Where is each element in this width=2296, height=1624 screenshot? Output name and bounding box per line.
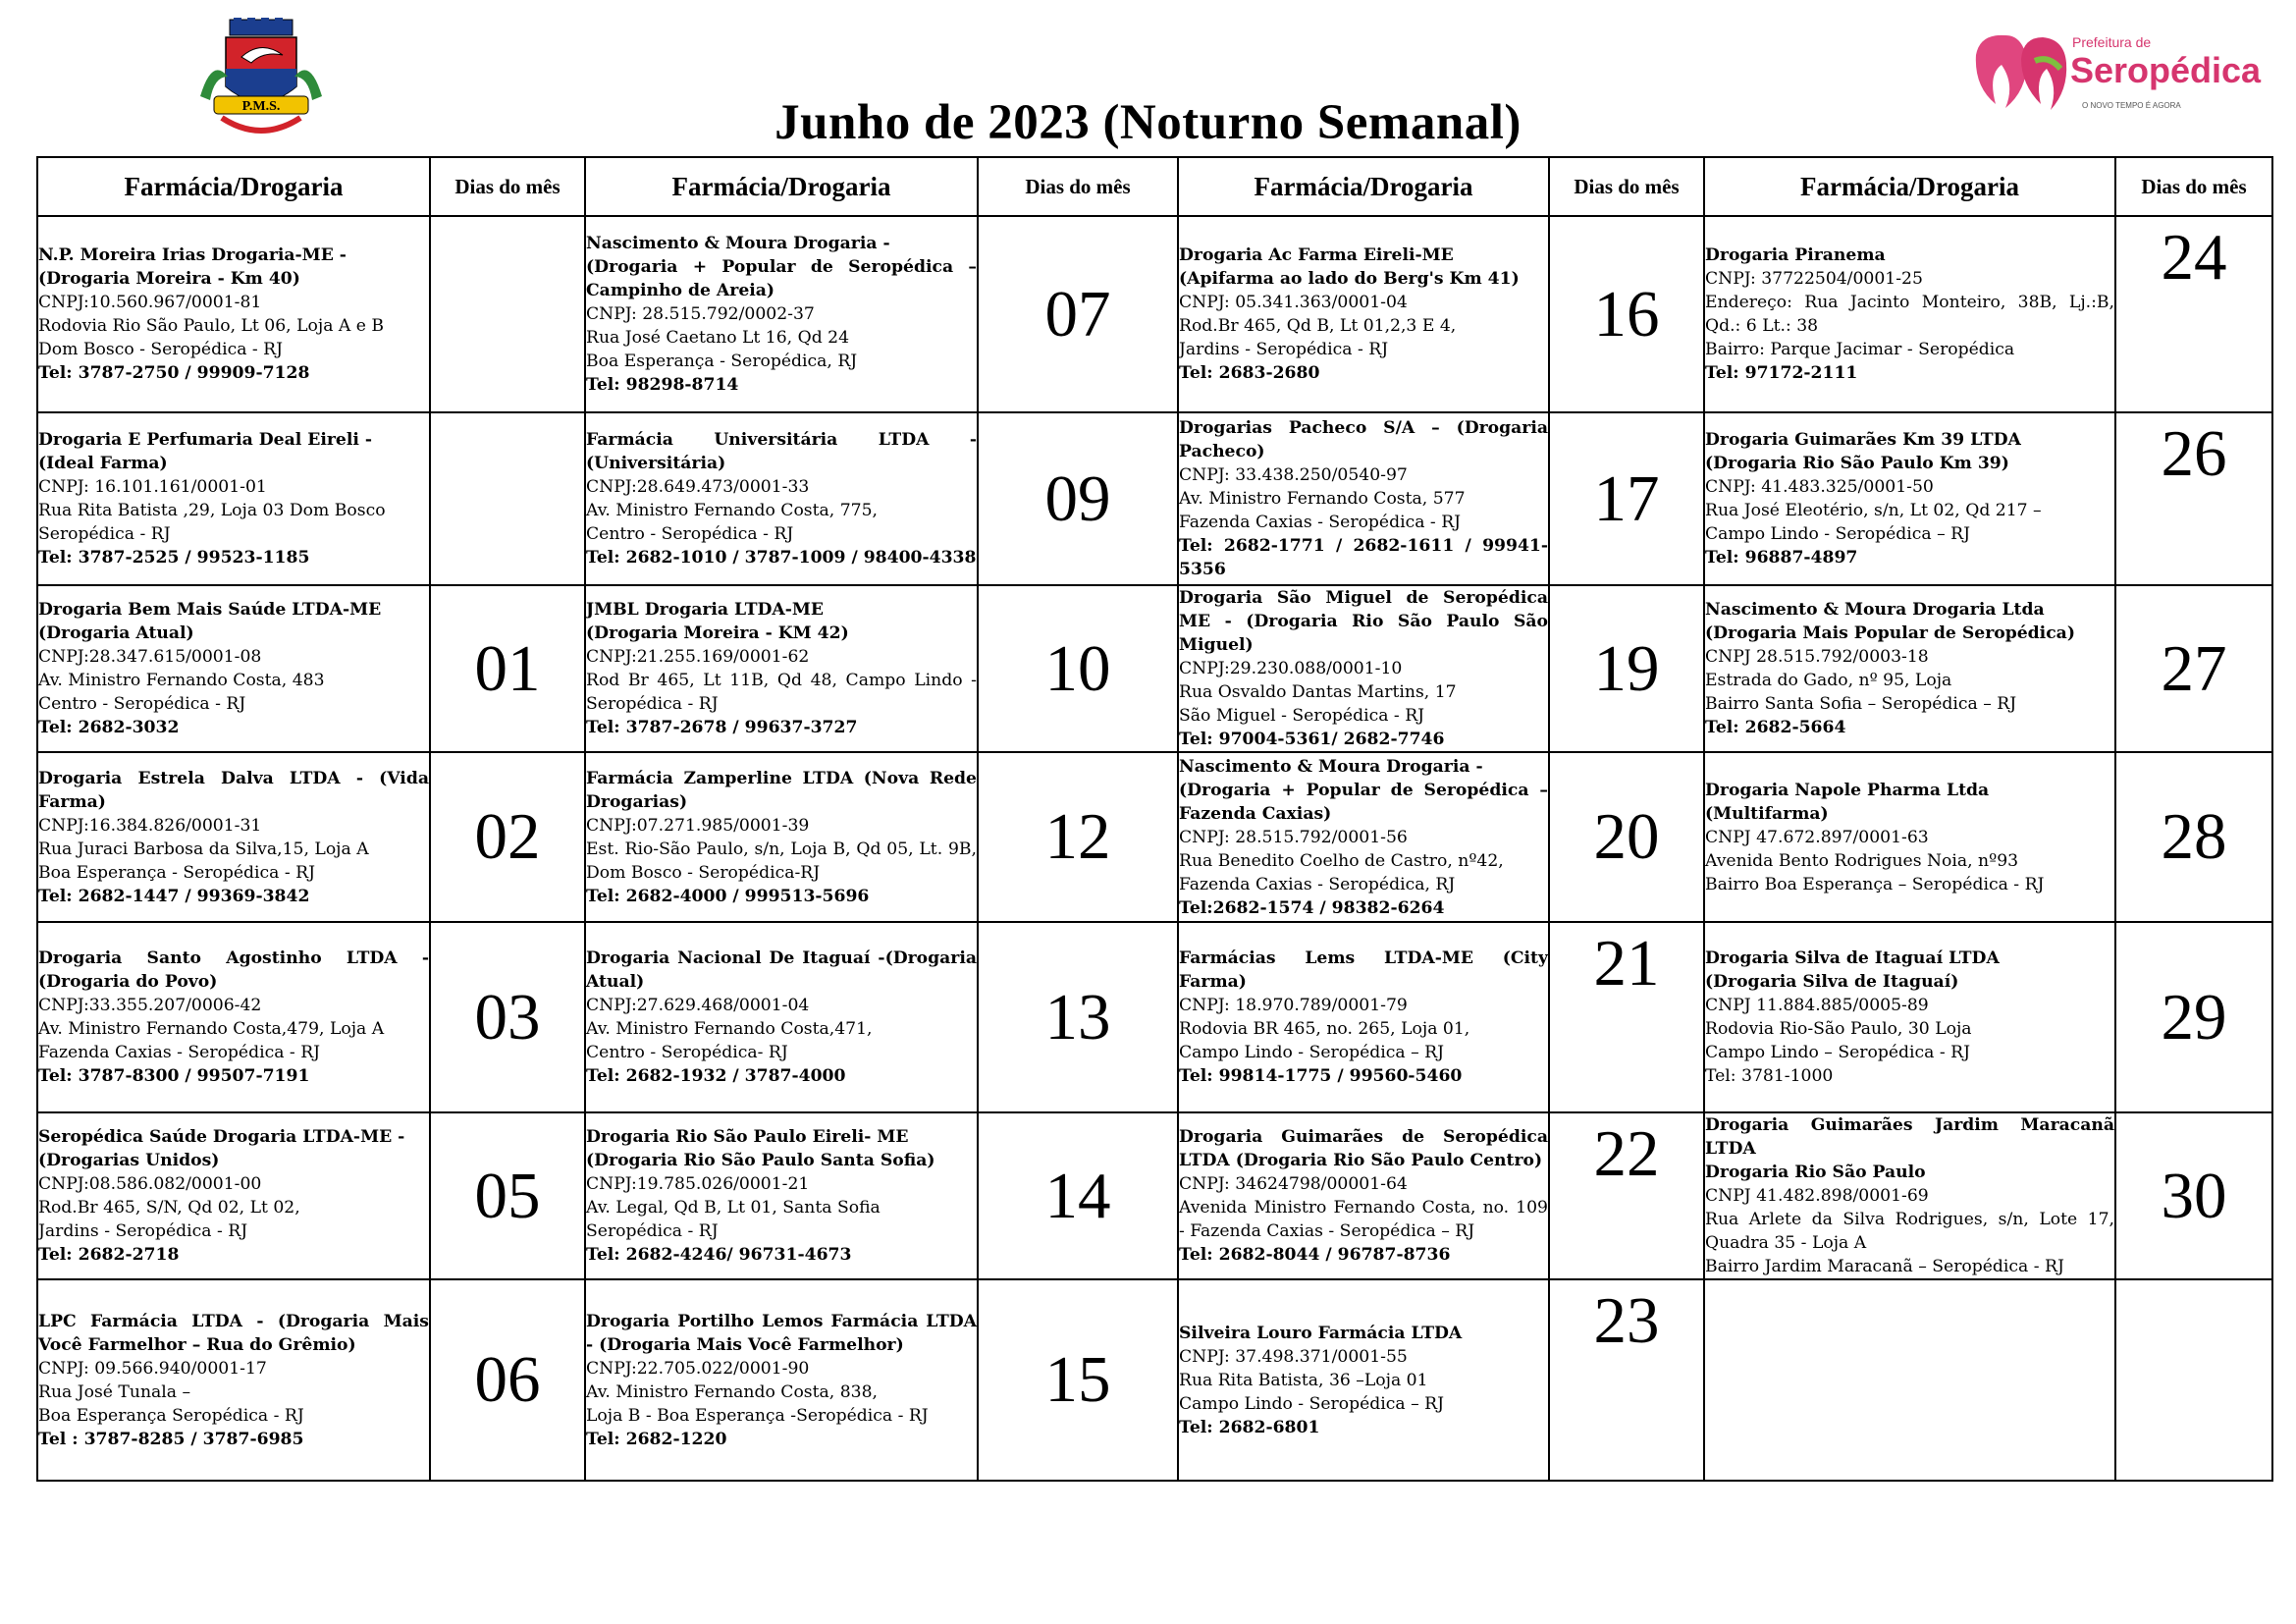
pharmacy-line: Av. Ministro Fernando Costa,471, bbox=[586, 1019, 873, 1039]
day-of-month-cell: 10 bbox=[978, 585, 1178, 752]
header-pharmacy: Farmácia/Drogaria bbox=[1704, 157, 2115, 216]
pharmacy-line: Av. Ministro Fernando Costa,479, Loja A bbox=[38, 1019, 385, 1039]
pharmacy-line: Centro - Seropédica - RJ bbox=[586, 524, 794, 544]
day-of-month-cell: 19 bbox=[1549, 585, 1704, 752]
pharmacy-line: Dom Bosco - Seropédica - RJ bbox=[38, 340, 284, 359]
pharmacy-line-bold: Drogarias Pacheco S/A – (Drogaria Pacheco) bbox=[1179, 418, 1548, 461]
pharmacy-cell bbox=[585, 922, 978, 1112]
pharmacy-line: Fazenda Caxias - Seropédica, RJ bbox=[1179, 874, 1456, 894]
pharmacy-line: CNPJ:28.347.615/0001-08 bbox=[38, 647, 262, 667]
pharmacy-line-bold: Tel: 2682-3032 bbox=[38, 718, 180, 737]
pharmacy-line: Rua Rita Batista, 36 –Loja 01 bbox=[1179, 1370, 1428, 1390]
pharmacy-line-bold: Tel: 2682-1771 / 2682-1611 / 99941-5356 bbox=[1179, 536, 1548, 579]
logo-prefix-text: Prefeitura de bbox=[2072, 34, 2152, 50]
pharmacy-line-bold: (Drogaria + Popular de Seropédica – Campinho de Areia) bbox=[586, 257, 977, 300]
pharmacy-cell bbox=[585, 1279, 978, 1481]
pharmacy-line-bold: Nascimento & Moura Drogaria - bbox=[586, 234, 890, 253]
pharmacy-line: Rua Osvaldo Dantas Martins, 17 bbox=[1179, 682, 1457, 702]
pharmacy-line-bold: Drogaria Guimarães Jardim Maracanã LTDA bbox=[1705, 1115, 2114, 1159]
pharmacy-line: Campo Lindo – Seropédica - RJ bbox=[1705, 1043, 1970, 1062]
pharmacy-line-bold: (Drogaria Moreira - Km 40) bbox=[38, 269, 300, 289]
pharmacy-line: CNPJ 28.515.792/0003-18 bbox=[1705, 647, 1929, 667]
pharmacy-line-bold: Tel: 3787-2525 / 99523-1185 bbox=[38, 548, 310, 568]
header-days: Dias do mês bbox=[430, 157, 585, 216]
pharmacy-line: Rodovia BR 465, no. 265, Loja 01, bbox=[1179, 1019, 1470, 1039]
pharmacy-line-bold: Drogaria Guimarães de Seropédica LTDA (Drogaria Rio São Paulo Centro) bbox=[1179, 1127, 1548, 1170]
day-of-month-cell bbox=[430, 216, 585, 412]
pharmacy-line-bold: Tel: 97172-2111 bbox=[1705, 363, 1858, 383]
pharmacy-line: CNPJ: 09.566.940/0001-17 bbox=[38, 1358, 267, 1379]
pharmacy-cell bbox=[37, 752, 430, 922]
pharmacy-line-bold: Nascimento & Moura Drogaria - bbox=[1179, 756, 1483, 777]
pharmacy-line-bold: Tel: 2682-4246/ 96731-4673 bbox=[586, 1245, 852, 1265]
pharmacy-line-bold: (Drogaria Atual) bbox=[38, 623, 194, 643]
pharmacy-line: São Miguel - Seropédica - RJ bbox=[1179, 706, 1425, 726]
pharmacy-line: Loja B - Boa Esperança -Seropédica - RJ bbox=[586, 1405, 929, 1426]
pharmacy-cell bbox=[1704, 412, 2115, 585]
pharmacy-line: CNPJ 47.672.897/0001-63 bbox=[1705, 827, 1929, 847]
pharmacy-cell bbox=[1704, 1112, 2115, 1279]
table-row bbox=[37, 922, 2272, 1112]
pharmacy-cell bbox=[37, 216, 430, 412]
pharmacy-line: CNPJ 11.884.885/0005-89 bbox=[1705, 996, 1929, 1015]
pharmacy-line: Av. Ministro Fernando Costa, 775, bbox=[586, 501, 878, 520]
pharmacy-line-bold: Tel: 3787-2678 / 99637-3727 bbox=[586, 718, 858, 737]
pharmacy-line: Rod.Br 465, S/N, Qd 02, Lt 02, bbox=[38, 1198, 300, 1218]
pharmacy-line: Jardins - Seropédica - RJ bbox=[38, 1221, 248, 1241]
pharmacy-line: Fazenda Caxias - Seropédica - RJ bbox=[38, 1043, 321, 1062]
day-of-month-cell: 02 bbox=[430, 752, 585, 922]
pharmacy-line: CNPJ:10.560.967/0001-81 bbox=[38, 293, 262, 312]
day-of-month-cell: 03 bbox=[430, 922, 585, 1112]
pharmacy-line: Avenida Bento Rodrigues Noia, nº93 bbox=[1705, 850, 2019, 871]
pharmacy-cell bbox=[1704, 752, 2115, 922]
pharmacy-line-bold: Drogaria São Miguel de Seropédica ME - (Drogaria Rio São Paulo São Miguel) bbox=[1179, 588, 1548, 655]
pharmacy-line-bold: Tel: 2682-5664 bbox=[1705, 718, 1846, 737]
pharmacy-cell bbox=[1704, 1279, 2115, 1481]
pharmacy-line-bold: Tel: 98298-8714 bbox=[586, 375, 739, 395]
pharmacy-line-bold: Tel: 2682-6801 bbox=[1179, 1417, 1320, 1437]
day-of-month-cell bbox=[2115, 1279, 2272, 1481]
pharmacy-line: CNPJ: 34624798/00001-64 bbox=[1179, 1174, 1408, 1194]
pharmacy-cell bbox=[1704, 922, 2115, 1112]
pharmacy-line: CNPJ:07.271.985/0001-39 bbox=[586, 815, 810, 836]
pharmacy-line: CNPJ: 28.515.792/0002-37 bbox=[586, 304, 815, 324]
crest-abbreviation-text: P.M.S. bbox=[241, 99, 281, 114]
pharmacy-line: CNPJ: 37.498.371/0001-55 bbox=[1179, 1346, 1408, 1367]
pharmacy-cell bbox=[1178, 752, 1549, 922]
pharmacy-line: CNPJ: 41.483.325/0001-50 bbox=[1705, 477, 1934, 497]
pharmacy-line-bold: Tel: 2682-1010 / 3787-1009 / 98400-4338 bbox=[586, 548, 977, 568]
pharmacy-cell bbox=[1178, 1279, 1549, 1481]
pharmacy-line: CNPJ: 37722504/0001-25 bbox=[1705, 269, 1923, 289]
pharmacy-cell bbox=[585, 752, 978, 922]
pharmacy-line: Bairro Santa Sofia – Seropédica – RJ bbox=[1705, 694, 2017, 714]
pharmacy-line-bold: Tel: 3787-2750 / 99909-7128 bbox=[38, 363, 310, 383]
pharmacy-line: CNPJ:27.629.468/0001-04 bbox=[586, 996, 810, 1015]
day-of-month-cell: 14 bbox=[978, 1112, 1178, 1279]
pharmacy-line: Tel: 3781-1000 bbox=[1705, 1066, 1834, 1086]
pharmacy-line: CNPJ: 18.970.789/0001-79 bbox=[1179, 996, 1408, 1015]
header-pharmacy: Farmácia/Drogaria bbox=[1178, 157, 1549, 216]
pharmacy-line-bold: Tel: 2682-1220 bbox=[586, 1429, 727, 1449]
pharmacy-line: Centro - Seropédica - RJ bbox=[38, 694, 246, 714]
pharmacy-line-bold: Tel : 3787-8285 / 3787-6985 bbox=[38, 1429, 304, 1449]
pharmacy-line: CNPJ:22.705.022/0001-90 bbox=[586, 1358, 810, 1379]
pharmacy-line-bold: Farmácia Zamperline LTDA (Nova Rede Drogarias) bbox=[586, 768, 977, 812]
pharmacy-line-bold: Drogaria Napole Pharma Ltda bbox=[1705, 780, 1990, 800]
pharmacy-cell bbox=[37, 922, 430, 1112]
header-days: Dias do mês bbox=[1549, 157, 1704, 216]
pharmacy-cell bbox=[37, 1112, 430, 1279]
day-of-month-cell: 27 bbox=[2115, 585, 2272, 752]
table-row bbox=[37, 412, 2272, 585]
pharmacy-line: CNPJ:33.355.207/0006-42 bbox=[38, 996, 262, 1015]
pharmacy-line: Centro - Seropédica- RJ bbox=[586, 1043, 788, 1062]
pharmacy-line-bold: Tel: 2683-2680 bbox=[1179, 363, 1320, 383]
pharmacy-line-bold: Drogaria Nacional De Itaguaí -(Drogaria Atual) bbox=[586, 948, 977, 992]
pharmacy-line-bold: (Drogaria + Popular de Seropédica – Fazenda Caxias) bbox=[1179, 780, 1548, 824]
day-of-month-cell: 17 bbox=[1549, 412, 1704, 585]
pharmacy-cell bbox=[585, 1112, 978, 1279]
pharmacy-line: Avenida Ministro Fernando Costa, no. 109 - Fazenda Caxias - Seropédica – RJ bbox=[1179, 1198, 1548, 1241]
table-header-row bbox=[37, 157, 2272, 216]
day-of-month-cell: 30 bbox=[2115, 1112, 2272, 1279]
day-of-month-cell: 07 bbox=[978, 216, 1178, 412]
pharmacy-line-bold: (Drogarias Unidos) bbox=[38, 1151, 220, 1170]
day-of-month-cell bbox=[430, 412, 585, 585]
pharmacy-line: Av. Ministro Fernando Costa, 483 bbox=[38, 671, 325, 690]
pharmacy-line: Rua José Caetano Lt 16, Qd 24 bbox=[586, 328, 850, 348]
pharmacy-line-bold: Drogaria E Perfumaria Deal Eireli - bbox=[38, 430, 373, 450]
pharmacy-line: Seropédica - RJ bbox=[38, 524, 171, 544]
pharmacy-line-bold: Tel:2682-1574 / 98382-6264 bbox=[1179, 897, 1445, 918]
pharmacy-line: Rod.Br 465, Qd B, Lt 01,2,3 E 4, bbox=[1179, 316, 1457, 336]
pharmacy-line: Rodovia Rio-São Paulo, 30 Loja bbox=[1705, 1019, 1972, 1039]
pharmacy-line: Rua José Tunala – bbox=[38, 1381, 191, 1402]
pharmacy-line-bold: JMBL Drogaria LTDA-ME bbox=[586, 600, 825, 620]
pharmacy-line-bold: (Apifarma ao lado do Berg's Km 41) bbox=[1179, 269, 1520, 289]
pharmacy-line: Jardins - Seropédica - RJ bbox=[1179, 340, 1389, 359]
page-title: Junho de 2023 (Noturno Semanal) bbox=[774, 95, 1522, 150]
day-of-month-cell: 23 bbox=[1549, 1279, 1704, 1481]
pharmacy-line: Campo Lindo - Seropédica – RJ bbox=[1705, 524, 1970, 544]
pharmacy-line: CNPJ: 16.101.161/0001-01 bbox=[38, 477, 267, 497]
day-of-month-cell: 26 bbox=[2115, 412, 2272, 585]
pharmacy-line: Bairro: Parque Jacimar - Seropédica bbox=[1705, 340, 2015, 359]
day-of-month-cell: 05 bbox=[430, 1112, 585, 1279]
pharmacy-line-bold: Tel: 2682-1447 / 99369-3842 bbox=[38, 886, 310, 906]
pharmacy-line-bold: N.P. Moreira Irias Drogaria-ME - bbox=[38, 245, 347, 265]
pharmacy-line: Rua Juraci Barbosa da Silva,15, Loja A bbox=[38, 839, 369, 859]
pharmacy-line-bold: Tel: 2682-1932 / 3787-4000 bbox=[586, 1066, 846, 1086]
pharmacy-line-bold: Tel: 96887-4897 bbox=[1705, 548, 1858, 568]
pharmacy-line: Rua Arlete da Silva Rodrigues, s/n, Lote 17, Quadra 35 - Loja A bbox=[1705, 1210, 2114, 1253]
pharmacy-line-bold: (Ideal Farma) bbox=[38, 454, 168, 473]
pharmacy-cell bbox=[37, 585, 430, 752]
pharmacy-cell bbox=[1178, 216, 1549, 412]
pharmacy-line: CNPJ: 28.515.792/0001-56 bbox=[1179, 827, 1408, 847]
pharmacy-line: Bairro Jardim Maracanã – Seropédica - RJ bbox=[1705, 1257, 2064, 1276]
pharmacy-cell bbox=[37, 1279, 430, 1481]
pharmacy-line: Av. Ministro Fernando Costa, 838, bbox=[586, 1381, 878, 1402]
duty-schedule-table bbox=[36, 156, 2273, 1482]
pharmacy-line-bold: Tel: 3787-8300 / 99507-7191 bbox=[38, 1066, 310, 1086]
pharmacy-cell bbox=[1178, 1112, 1549, 1279]
pharmacy-line-bold: Drogaria Santo Agostinho LTDA - (Drogaria do Povo) bbox=[38, 948, 429, 992]
pharmacy-line: Rua Benedito Coelho de Castro, nº42, bbox=[1179, 850, 1504, 871]
day-of-month-cell: 28 bbox=[2115, 752, 2272, 922]
pharmacy-line: CNPJ:21.255.169/0001-62 bbox=[586, 647, 810, 667]
pharmacy-line-bold: Drogaria Rio São Paulo bbox=[1705, 1163, 1926, 1182]
pharmacy-line: CNPJ:16.384.826/0001-31 bbox=[38, 815, 262, 836]
day-of-month-cell: 21 bbox=[1549, 922, 1704, 1112]
pharmacy-line-bold: (Drogaria Moreira - KM 42) bbox=[586, 623, 849, 643]
day-of-month-cell: 09 bbox=[978, 412, 1178, 585]
pharmacy-line: Boa Esperança Seropédica - RJ bbox=[38, 1405, 304, 1426]
pharmacy-line: CNPJ:08.586.082/0001-00 bbox=[38, 1174, 262, 1194]
pharmacy-line-bold: Seropédica Saúde Drogaria LTDA-ME - bbox=[38, 1127, 405, 1147]
header-days: Dias do mês bbox=[2115, 157, 2272, 216]
pharmacy-cell bbox=[585, 412, 978, 585]
day-of-month-cell: 20 bbox=[1549, 752, 1704, 922]
day-of-month-cell: 12 bbox=[978, 752, 1178, 922]
day-of-month-cell: 16 bbox=[1549, 216, 1704, 412]
pharmacy-cell bbox=[1178, 585, 1549, 752]
table-row bbox=[37, 1112, 2272, 1279]
pharmacy-line: Estrada do Gado, nº 95, Loja bbox=[1705, 671, 1952, 690]
pharmacy-cell bbox=[585, 585, 978, 752]
table-row bbox=[37, 216, 2272, 412]
pharmacy-line: Boa Esperança - Seropédica - RJ bbox=[38, 862, 315, 883]
pharmacy-line: Bairro Boa Esperança – Seropédica - RJ bbox=[1705, 874, 2045, 894]
pharmacy-line-bold: Drogaria Estrela Dalva LTDA - (Vida Farma) bbox=[38, 768, 429, 812]
logo-slogan-text: O NOVO TEMPO É AGORA bbox=[2082, 101, 2181, 110]
pharmacy-line: Av. Ministro Fernando Costa, 577 bbox=[1179, 489, 1466, 509]
pharmacy-line: Rua Rita Batista ,29, Loja 03 Dom Bosco bbox=[38, 501, 386, 520]
pharmacy-line-bold: Tel: 2682-8044 / 96787-8736 bbox=[1179, 1245, 1451, 1265]
pharmacy-line: CNPJ: 05.341.363/0001-04 bbox=[1179, 293, 1408, 312]
pharmacy-line: Campo Lindo - Seropédica – RJ bbox=[1179, 1043, 1444, 1062]
pharmacy-line-bold: LPC Farmácia LTDA - (Drogaria Mais Você Farmelhor – Rua do Grêmio) bbox=[38, 1311, 429, 1355]
table-row bbox=[37, 585, 2272, 752]
pharmacy-cell bbox=[585, 216, 978, 412]
pharmacy-cell bbox=[1178, 412, 1549, 585]
pharmacy-line-bold: Drogaria Piranema bbox=[1705, 245, 1886, 265]
pharmacy-line-bold: (Drogaria Rio São Paulo Santa Sofia) bbox=[586, 1151, 935, 1170]
pharmacy-line: CNPJ: 33.438.250/0540-97 bbox=[1179, 465, 1408, 485]
pharmacy-line-bold: Drogaria Silva de Itaguaí LTDA bbox=[1705, 948, 2000, 968]
day-of-month-cell: 24 bbox=[2115, 216, 2272, 412]
pharmacy-line-bold: Tel: 2682-2718 bbox=[38, 1245, 180, 1265]
pharmacy-line: Boa Esperança - Seropédica, RJ bbox=[586, 352, 858, 371]
header-pharmacy: Farmácia/Drogaria bbox=[585, 157, 978, 216]
pharmacy-line: CNPJ 41.482.898/0001-69 bbox=[1705, 1186, 1929, 1206]
pharmacy-line-bold: Drogaria Rio São Paulo Eireli- ME bbox=[586, 1127, 909, 1147]
pharmacy-cell bbox=[1178, 922, 1549, 1112]
pharmacy-line-bold: Tel: 97004-5361/ 2682-7746 bbox=[1179, 730, 1445, 749]
day-of-month-cell: 15 bbox=[978, 1279, 1178, 1481]
pharmacy-line-bold: Nascimento & Moura Drogaria Ltda bbox=[1705, 600, 2045, 620]
day-of-month-cell: 01 bbox=[430, 585, 585, 752]
pharmacy-line: CNPJ:29.230.088/0001-10 bbox=[1179, 659, 1403, 678]
header-days: Dias do mês bbox=[978, 157, 1178, 216]
pharmacy-line: Endereço: Rua Jacinto Monteiro, 38B, Lj.:B, Qd.: 6 Lt.: 38 bbox=[1705, 293, 2114, 336]
pharmacy-cell bbox=[37, 412, 430, 585]
pharmacy-cell bbox=[1704, 585, 2115, 752]
pharmacy-line-bold: Drogaria Portilho Lemos Farmácia LTDA - (Drogaria Mais Você Farmelhor) bbox=[586, 1311, 977, 1355]
pharmacy-line-bold: Drogaria Ac Farma Eireli-ME bbox=[1179, 245, 1454, 265]
day-of-month-cell: 22 bbox=[1549, 1112, 1704, 1279]
day-of-month-cell: 29 bbox=[2115, 922, 2272, 1112]
logo-name-text: Seropédica bbox=[2070, 50, 2262, 90]
pharmacy-line-bold: Tel: 99814-1775 / 99560-5460 bbox=[1179, 1066, 1463, 1086]
table-row bbox=[37, 1279, 2272, 1481]
pharmacy-line: Fazenda Caxias - Seropédica - RJ bbox=[1179, 513, 1462, 532]
day-of-month-cell: 06 bbox=[430, 1279, 585, 1481]
pharmacy-cell bbox=[1704, 216, 2115, 412]
pharmacy-line-bold: Farmácia Universitária LTDA - (Universitária) bbox=[586, 430, 977, 473]
pharmacy-line-bold: (Drogaria Silva de Itaguaí) bbox=[1705, 972, 1959, 992]
pharmacy-line: Est. Rio-São Paulo, s/n, Loja B, Qd 05, Lt. 9B, Dom Bosco - Seropédica-RJ bbox=[586, 839, 977, 883]
pharmacy-line-bold: Drogaria Bem Mais Saúde LTDA-ME bbox=[38, 600, 382, 620]
pharmacy-line: CNPJ:19.785.026/0001-21 bbox=[586, 1174, 810, 1194]
pharmacy-line-bold: Drogaria Guimarães Km 39 LTDA bbox=[1705, 430, 2021, 450]
pharmacy-line: Seropédica - RJ bbox=[586, 1221, 719, 1241]
pharmacy-line-bold: (Drogaria Rio São Paulo Km 39) bbox=[1705, 454, 2009, 473]
pharmacy-line-bold: (Multifarma) bbox=[1705, 803, 1829, 824]
header-pharmacy: Farmácia/Drogaria bbox=[37, 157, 430, 216]
table-row bbox=[37, 752, 2272, 922]
pharmacy-line: Rodovia Rio São Paulo, Lt 06, Loja A e B bbox=[38, 316, 385, 336]
pharmacy-line-bold: Silveira Louro Farmácia LTDA bbox=[1179, 1323, 1463, 1343]
pharmacy-line-bold: Farmácias Lems LTDA-ME (City Farma) bbox=[1179, 948, 1548, 992]
pharmacy-line: Rua José Eleotério, s/n, Lt 02, Qd 217 – bbox=[1705, 501, 2042, 520]
day-of-month-cell: 13 bbox=[978, 922, 1178, 1112]
pharmacy-line: Av. Legal, Qd B, Lt 01, Santa Sofia bbox=[586, 1198, 881, 1218]
pharmacy-line: Rod Br 465, Lt 11B, Qd 48, Campo Lindo - Seropédica - RJ bbox=[586, 671, 977, 714]
pharmacy-line-bold: (Drogaria Mais Popular de Seropédica) bbox=[1705, 623, 2075, 643]
pharmacy-line-bold: Tel: 2682-4000 / 999513-5696 bbox=[586, 886, 870, 906]
pharmacy-line: CNPJ:28.649.473/0001-33 bbox=[586, 477, 810, 497]
pharmacy-line: Campo Lindo - Seropédica – RJ bbox=[1179, 1393, 1444, 1414]
